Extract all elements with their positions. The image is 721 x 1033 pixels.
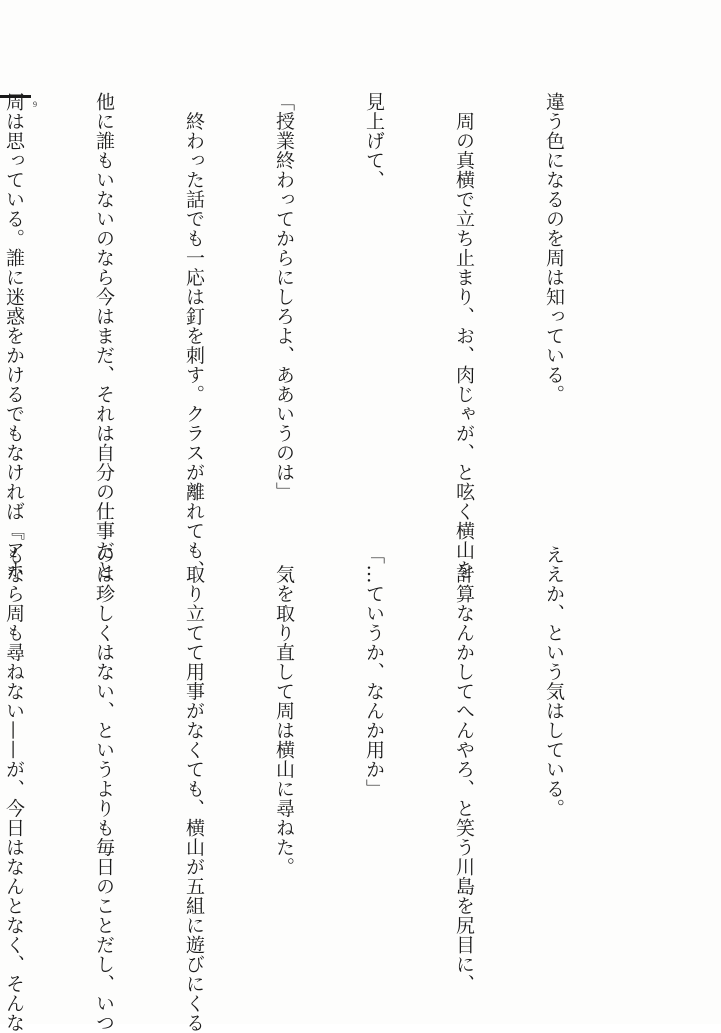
text-line: 気を取り直して周は横山に尋ねた。 bbox=[273, 545, 295, 877]
text-line: のは珍しくはない、というよりも毎日のことだし、いつ bbox=[93, 545, 115, 1033]
text-line: 計算なんかしてへんやろ、と笑う川島を尻目に、 bbox=[453, 545, 475, 994]
text-line: 「授業終わってからにしろよ、ああいうのは」 bbox=[273, 92, 295, 502]
text-line: 周は思っている。誰に迷惑をかけるでもなければ『アホ bbox=[3, 92, 25, 580]
text-line: 他に誰もいないのなら今はまだ、それは自分の仕事だと bbox=[93, 92, 115, 580]
text-line: 違う色になるのを周は知っている。 bbox=[543, 92, 565, 404]
text-line: ええか、という気はしている。 bbox=[543, 545, 565, 818]
text-line: 「…ていうか、なんか用か」 bbox=[363, 545, 385, 799]
lower-text-block bbox=[3, 545, 629, 1033]
upper-text-block bbox=[3, 92, 629, 580]
text-line: 取り立てて用事がなくても、横山が五組に遊びにくる bbox=[183, 545, 205, 1033]
text-line: 見上げて、 bbox=[363, 92, 385, 190]
text-line: 終わった話でも一応は釘を刺す。クラスが離れても、 bbox=[183, 92, 205, 580]
text-line: もなら周も尋ねない——が、今日はなんとなく、そんな bbox=[3, 545, 25, 1033]
text-line: 周の真横で立ち止まり、お、肉じゃが、と呟く横山を bbox=[453, 92, 475, 580]
page-number: 9 bbox=[33, 100, 37, 109]
